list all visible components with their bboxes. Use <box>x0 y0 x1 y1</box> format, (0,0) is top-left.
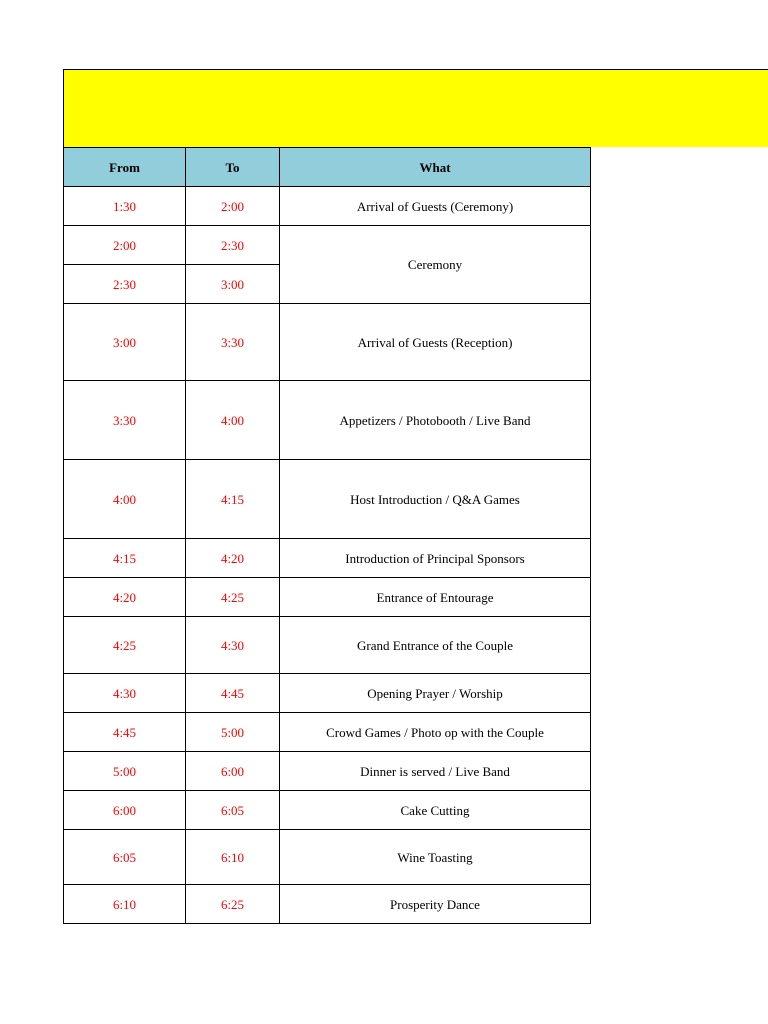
to-cell: 6:05 <box>186 791 280 830</box>
table-row <box>64 617 591 674</box>
what-cell: Opening Prayer / Worship <box>280 674 591 713</box>
what-cell: Arrival of Guests (Ceremony) <box>280 187 591 226</box>
to-cell: 6:25 <box>186 885 280 924</box>
what-cell: Dinner is served / Live Band <box>280 752 591 791</box>
table-row <box>64 578 591 617</box>
from-cell: 4:15 <box>64 539 186 578</box>
what-cell: Introduction of Principal Sponsors <box>280 539 591 578</box>
to-cell: 4:25 <box>186 578 280 617</box>
to-cell: 5:00 <box>186 713 280 752</box>
from-cell: 4:20 <box>64 578 186 617</box>
to-cell: 4:20 <box>186 539 280 578</box>
from-cell: 6:00 <box>64 791 186 830</box>
from-cell: 6:05 <box>64 830 186 885</box>
table-row <box>64 674 591 713</box>
to-cell: 3:30 <box>186 304 280 381</box>
table-row <box>64 460 591 539</box>
what-cell: Crowd Games / Photo op with the Couple <box>280 713 591 752</box>
to-column-header: To <box>186 148 280 187</box>
what-cell: Cake Cutting <box>280 791 591 830</box>
from-cell: 6:10 <box>64 885 186 924</box>
what-cell: Ceremony <box>280 226 591 304</box>
from-cell: 5:00 <box>64 752 186 791</box>
what-cell: Grand Entrance of the Couple <box>280 617 591 674</box>
what-cell: Prosperity Dance <box>280 885 591 924</box>
table-row <box>64 226 591 265</box>
to-cell: 4:00 <box>186 381 280 460</box>
from-cell: 4:30 <box>64 674 186 713</box>
table-row <box>64 304 591 381</box>
what-cell: Arrival of Guests (Reception) <box>280 304 591 381</box>
table-row <box>64 791 591 830</box>
to-cell: 4:15 <box>186 460 280 539</box>
table-row <box>64 713 591 752</box>
to-cell: 4:30 <box>186 617 280 674</box>
table-row <box>64 885 591 924</box>
to-cell: 2:30 <box>186 226 280 265</box>
schedule-table <box>63 147 591 924</box>
from-cell: 4:00 <box>64 460 186 539</box>
what-cell: Wine Toasting <box>280 830 591 885</box>
what-column-header: What <box>280 148 591 187</box>
table-row <box>64 830 591 885</box>
table-row <box>64 752 591 791</box>
table-row <box>64 381 591 460</box>
from-cell: 2:30 <box>64 265 186 304</box>
what-cell: Appetizers / Photobooth / Live Band <box>280 381 591 460</box>
from-cell: 1:30 <box>64 187 186 226</box>
to-cell: 3:00 <box>186 265 280 304</box>
from-column-header: From <box>64 148 186 187</box>
from-cell: 3:00 <box>64 304 186 381</box>
what-cell: Entrance of Entourage <box>280 578 591 617</box>
to-cell: 6:10 <box>186 830 280 885</box>
table-row <box>64 539 591 578</box>
table-header-row <box>64 148 591 187</box>
to-cell: 2:00 <box>186 187 280 226</box>
from-cell: 4:25 <box>64 617 186 674</box>
table-row <box>64 187 591 226</box>
from-cell: 4:45 <box>64 713 186 752</box>
title-banner <box>63 69 768 147</box>
to-cell: 6:00 <box>186 752 280 791</box>
from-cell: 2:00 <box>64 226 186 265</box>
from-cell: 3:30 <box>64 381 186 460</box>
to-cell: 4:45 <box>186 674 280 713</box>
what-cell: Host Introduction / Q&A Games <box>280 460 591 539</box>
